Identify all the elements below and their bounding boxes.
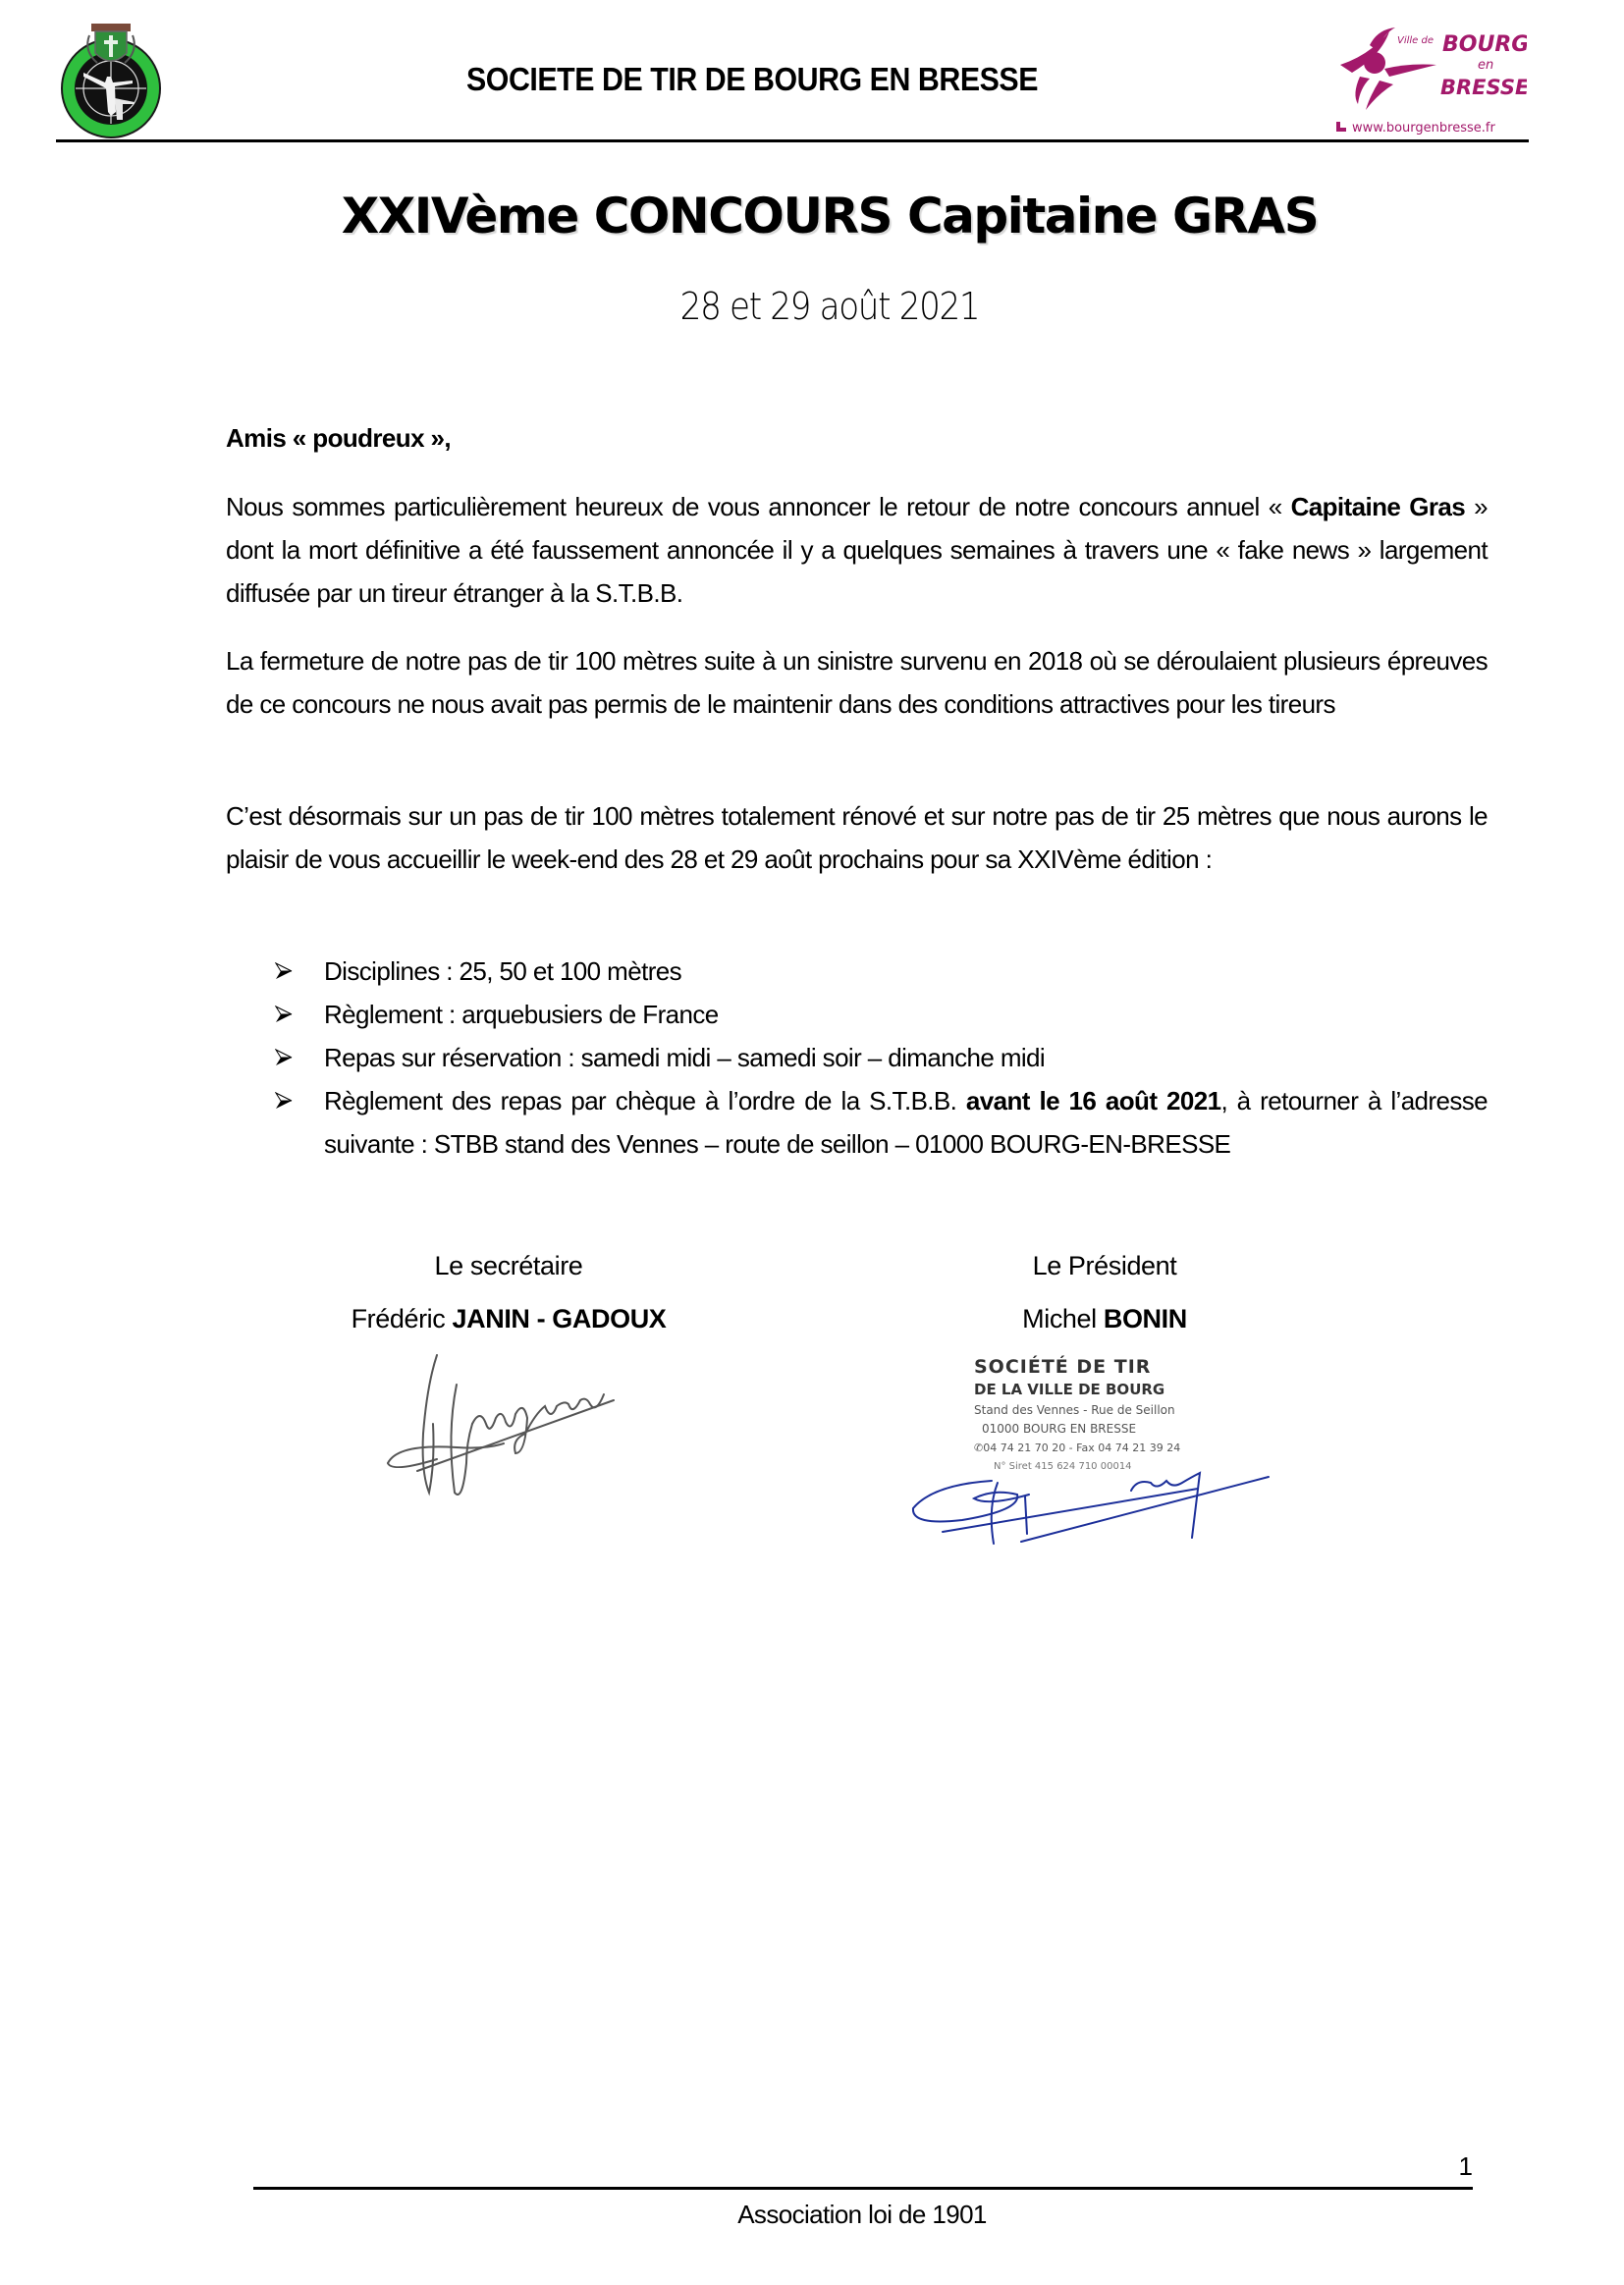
president-name xyxy=(869,1292,1340,1345)
secretary-last-name: JANIN - GADOUX xyxy=(452,1304,667,1333)
arrowhead-bullet-icon xyxy=(275,1006,293,1023)
event-date: 28 et 29 août 2021 xyxy=(679,285,980,328)
secretary-signature-block xyxy=(273,1239,744,1345)
arrowhead-bullet-icon xyxy=(275,1092,293,1110)
event-details-list xyxy=(275,950,1488,1166)
greeting: Amis « poudreux », xyxy=(226,423,452,453)
list-item xyxy=(275,1079,1488,1166)
paragraph-text: La fermeture de notre pas de tir 100 mètres suite à un sinistre survenu en 2018 où se déroulaient plusieurs épreuves de ce concours ne nous avait pas permis de le maintenir dans des conditions attractives pour les tireurs xyxy=(226,646,1488,719)
logo-en: en xyxy=(1478,58,1494,73)
list-item-text: , à retourner à l’adresse suivante : STBB stand des Vennes – route de seillon – 01000 BOURG-EN-BRESSE xyxy=(324,1086,1488,1159)
president-signature-block xyxy=(869,1239,1340,1345)
president-stamp-and-signature xyxy=(903,1351,1296,1548)
paragraph-announcement xyxy=(226,485,1488,615)
paragraph-invitation xyxy=(226,794,1488,881)
list-item xyxy=(275,1036,1488,1079)
competition-name: Capitaine Gras xyxy=(1290,492,1466,521)
deadline: avant le 16 août 2021 xyxy=(965,1086,1221,1115)
logo-ville-de: Ville de xyxy=(1397,35,1435,46)
document-title: XXIVème CONCOURS Capitaine GRAS xyxy=(341,188,1319,245)
stamp-line: Stand des Vennes - Rue de Seillon xyxy=(974,1403,1175,1417)
arrowhead-bullet-icon xyxy=(275,962,293,980)
list-item xyxy=(275,950,1488,993)
secretary-handwritten-signature xyxy=(378,1345,633,1512)
stamp-line: N° Siret 415 624 710 00014 xyxy=(994,1461,1132,1472)
arrowhead-bullet-icon xyxy=(275,1049,293,1066)
list-item-text: Disciplines : 25, 50 et 100 mètres xyxy=(324,956,682,986)
paragraph-text: Nous sommes particulièrement heureux de vous annoncer le retour de notre concours annuel « xyxy=(226,492,1291,521)
president-first-name: Michel xyxy=(1022,1304,1097,1333)
list-item-text: Repas sur réservation : samedi midi – samedi soir – dimanche midi xyxy=(324,1043,1046,1072)
stamp-line: SOCIÉTÉ DE TIR xyxy=(974,1356,1152,1378)
list-item-text: Règlement : arquebusiers de France xyxy=(324,1000,719,1029)
stamp-line: 01000 BOURG EN BRESSE xyxy=(982,1422,1137,1436)
logo-bourg: BOURG xyxy=(1442,32,1527,57)
header-rule xyxy=(56,139,1529,142)
paragraph-text: C’est désormais sur un pas de tir 100 mètres totalement rénové et sur notre pas de tir 25 mètres que nous aurons le plaisir de vous accueillir le week-end des 28 et 29 août prochains pour sa XXIVème édition : xyxy=(226,801,1488,874)
logo-bresse: BRESSE xyxy=(1440,76,1527,99)
stamp-line: ✆04 74 21 70 20 - Fax 04 74 21 39 24 xyxy=(974,1442,1181,1454)
page-number: 1 xyxy=(1458,2151,1473,2181)
footer-rule xyxy=(253,2187,1473,2190)
paragraph-text: » dont la mort définitive a été faussement annoncée il y a quelques semaines à travers une « fake news » largement diffusée par un tireur étranger à la S.T.B.B. xyxy=(226,492,1488,608)
logo-website: www.bourgenbresse.fr xyxy=(1352,121,1495,136)
secretary-name xyxy=(273,1292,744,1345)
paragraph-history xyxy=(226,639,1488,726)
president-role: Le Président xyxy=(1032,1251,1177,1280)
list-item-text: Règlement des repas par chèque à l’ordre de la S.T.B.B. xyxy=(324,1086,966,1115)
stamp-line: DE LA VILLE DE BOURG xyxy=(974,1381,1165,1398)
secretary-role: Le secrétaire xyxy=(434,1251,583,1280)
footer-association-notice: Association loi de 1901 xyxy=(737,2200,987,2229)
secretary-first-name: Frédéric xyxy=(351,1304,446,1333)
list-item xyxy=(275,993,1488,1036)
president-last-name: BONIN xyxy=(1103,1304,1187,1333)
city-logo xyxy=(1330,22,1527,136)
organization-name: SOCIETE DE TIR DE BOURG EN BRESSE xyxy=(466,61,1038,97)
